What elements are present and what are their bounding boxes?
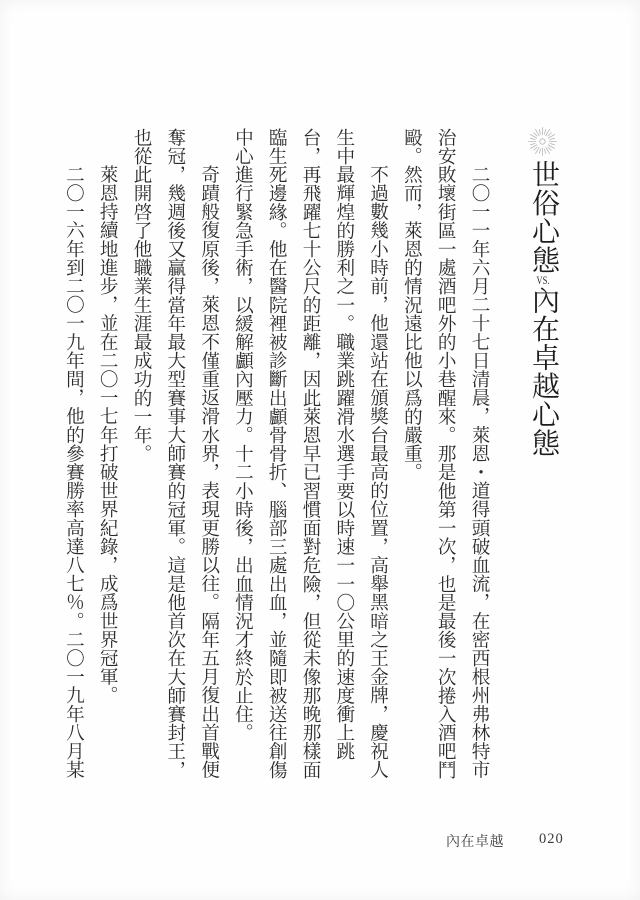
paragraph: 不過數幾小時前，他還站在頒獎台最高的位置，高舉黑暗之王金牌，慶祝人生中最輝煌的勝利之一。職業跳躍滑水選手要以時速一一〇公里的速度衝上跳台，再飛躍七十公尺的距離，因此萊恩早已習慣面對危險，但從未像那晚那樣面臨生死邊緣。他在醫院裡被診斷出顱骨骨折、腦部三處出血，並隨即被送往創傷中心進行緊急手術，以緩解顱內壓力。十二小時後，出血情況才終於止住。 <box>232 128 389 779</box>
page-number: 020 <box>539 831 564 847</box>
body-text <box>57 128 496 784</box>
chapter-title-part1: 世俗心態 <box>528 160 559 274</box>
paragraph: 二〇一一年六月二十七日清晨，萊恩・道得頭破血流，在密西根州弗林特市治安敗壞街區一處酒吧外的小巷醒來。那是他第一次，也是最後一次捲入酒吧鬥毆。然而，萊恩的情況遠比他以爲的嚴重。 <box>401 128 490 779</box>
paragraph: 奇蹟般復原後，萊恩不僅重返滑水界，表現更勝以往。隔年五月復出首戰便奪冠，幾週後又贏得當年最大型賽事大師賽的冠軍。這是他首次在大師賽封王，也從此開啓了他職業生涯最成功的一年。 <box>131 128 220 779</box>
paragraph: 萊恩持續地進步，並在二〇一七年打破世界紀錄，成爲世界冠軍。 <box>97 165 119 705</box>
chapter-title <box>526 160 560 800</box>
chapter-title-part2: 內在卓越心態 <box>528 286 559 457</box>
running-footer <box>0 830 640 850</box>
sunburst-icon <box>527 126 558 157</box>
running-footer-book-title: 內在卓越 <box>446 835 504 850</box>
chapter-title-vs: VS. <box>536 274 550 286</box>
paragraph: 二〇一六年到二〇一九年間，他的參賽勝率高達八七％。二〇一九年八月某 <box>63 165 85 779</box>
